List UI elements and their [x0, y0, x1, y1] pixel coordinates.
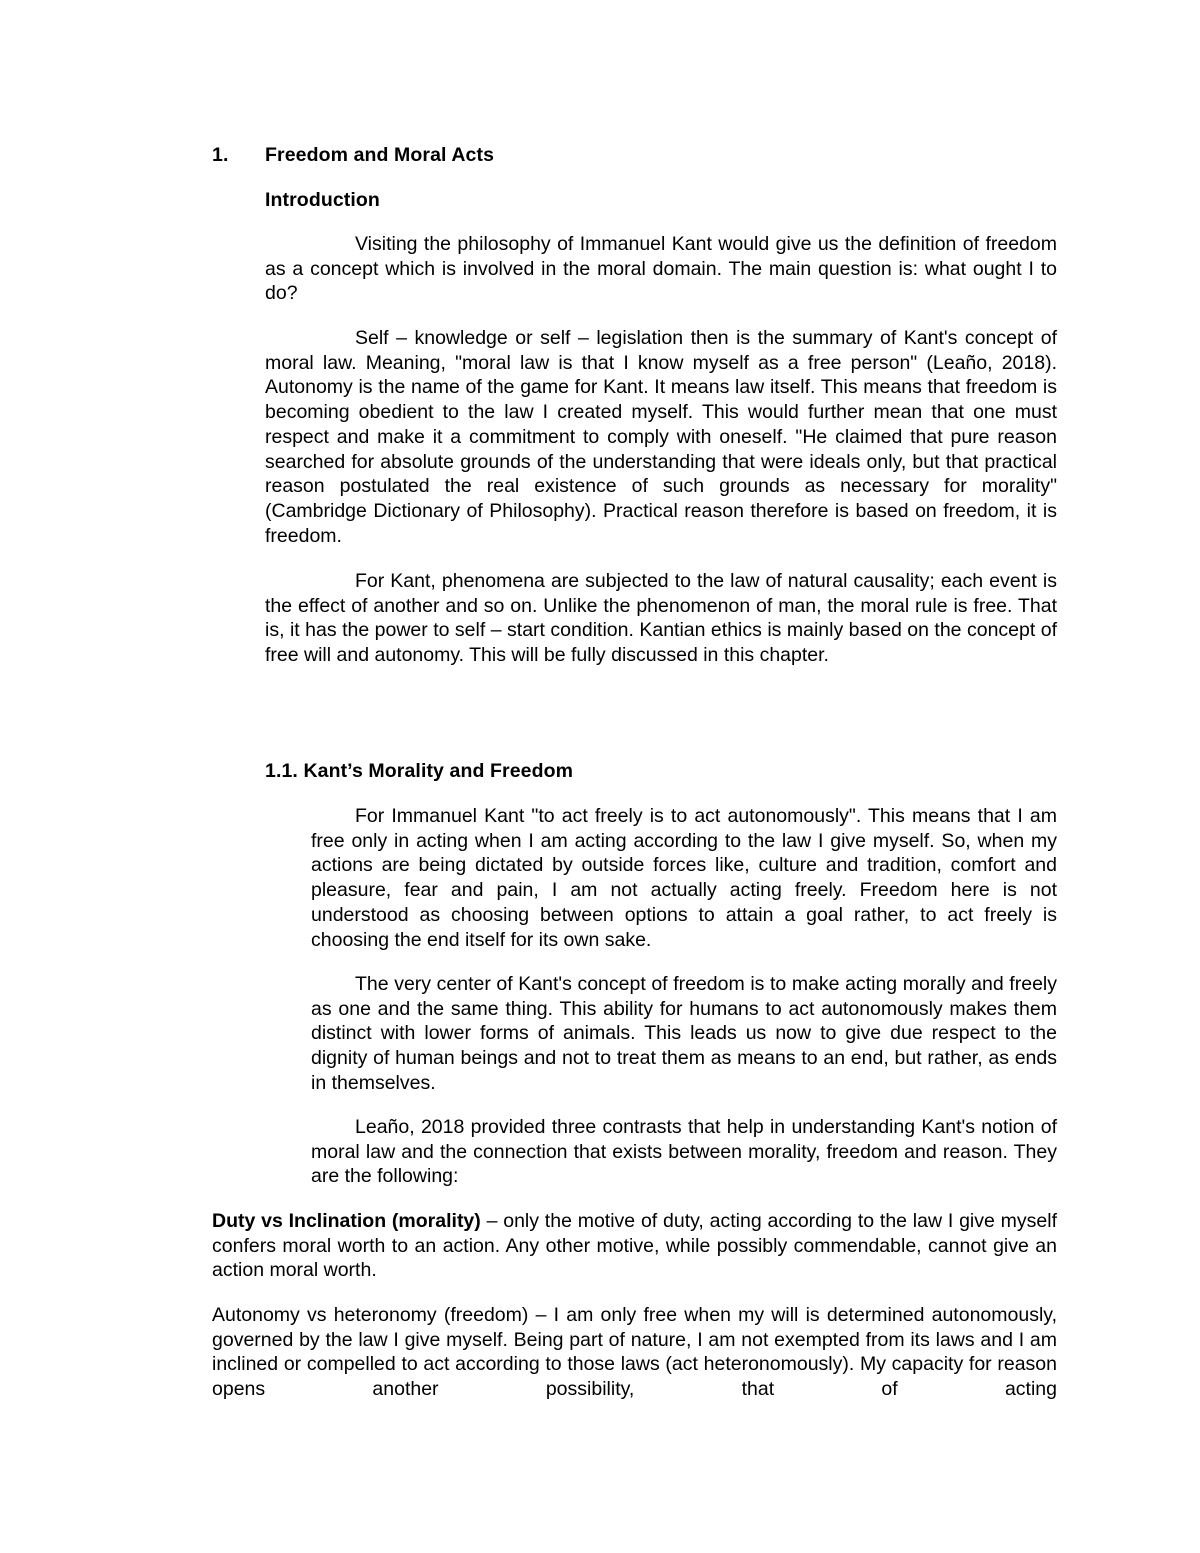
subsection-paragraph-2: The very center of Kant's concept of freedom is to make acting morally and freely as one and the same thing. This ability for humans to act autonomously makes them distinct with lower forms of animals. This leads us now to give due respect to the dignity of human beings and not to treat them as means to an end, but rather, as ends in themselves.: [311, 973, 1057, 1094]
section-number: 1.: [212, 144, 229, 166]
subsection-heading: 1.1. Kant’s Morality and Freedom: [265, 760, 574, 782]
intro-paragraph-1: Visiting the philosophy of Immanuel Kant would give us the definition of freedom as a concept which is involved in the moral domain. The main question is: what ought I to do?: [265, 233, 1057, 305]
contrast-term: Duty vs Inclination (morality): [212, 1210, 481, 1232]
contrast-autonomy-heteronomy: [212, 1303, 1057, 1402]
intro-paragraph-3: For Kant, phenomena are subjected to the law of natural causality; each event is the effect of another and so on. Unlike the phenomenon of man, the moral rule is free. That is, it has the power to self – start condition. Kantian ethics is mainly based on the concept of free will and autonomy. This will be fully discussed in this chapter.: [265, 570, 1057, 667]
subsection-paragraph-1: For Immanuel Kant "to act freely is to act autonomously". This means that I am free only in acting when I am acting according to the law I give myself. So, when my actions are being dictated by outside forces like, culture and tradition, comfort and pleasure, fear and pain, I am not actually acting freely. Freedom here is not understood as choosing between options to attain a goal rather, to act freely is choosing the end itself for its own sake.: [311, 805, 1057, 951]
contrast-text: – only the motive of duty, acting according to the law I give myself confers moral worth to an action. Any other motive, while possibly commendable, cannot give an action moral worth.: [212, 1210, 1058, 1282]
intro-paragraph-2: Self – knowledge or self – legislation then is the summary of Kant's concept of moral law. Meaning, "moral law is that I know myself as a free person" (Leaño, 2018). Autonomy is the name of the game for Kant. It means law itself. This means that freedom is becoming obedient to the law I created myself. This would further mean that one must respect and make it a commitment to comply with oneself. "He claimed that pure reason searched for absolute grounds of the understanding that were ideals only, but that practical reason postulated the real existence of such grounds as necessary for morality" (Cambridge Dictionary of Philosophy). Practical reason therefore is based on freedom, it is freedom.: [265, 327, 1057, 547]
subsection-paragraph-3: Leaño, 2018 provided three contrasts that help in understanding Kant's notion of moral law and the connection that exists between morality, freedom and reason. They are the following:: [311, 1116, 1057, 1188]
contrast-duty-inclination: [212, 1209, 1057, 1283]
introduction-heading: Introduction: [265, 189, 380, 211]
contrast-text: Autonomy vs heteronomy (freedom) – I am only free when my will is determined autonomously, governed by the law I give myself. Being part of nature, I am not exempted from its laws and I am inclined or compelled to act according to those laws (act heteronomously). My capacity for reason opens another possibility, that of acting: [212, 1304, 1057, 1401]
section-title: Freedom and Moral Acts: [265, 144, 495, 166]
